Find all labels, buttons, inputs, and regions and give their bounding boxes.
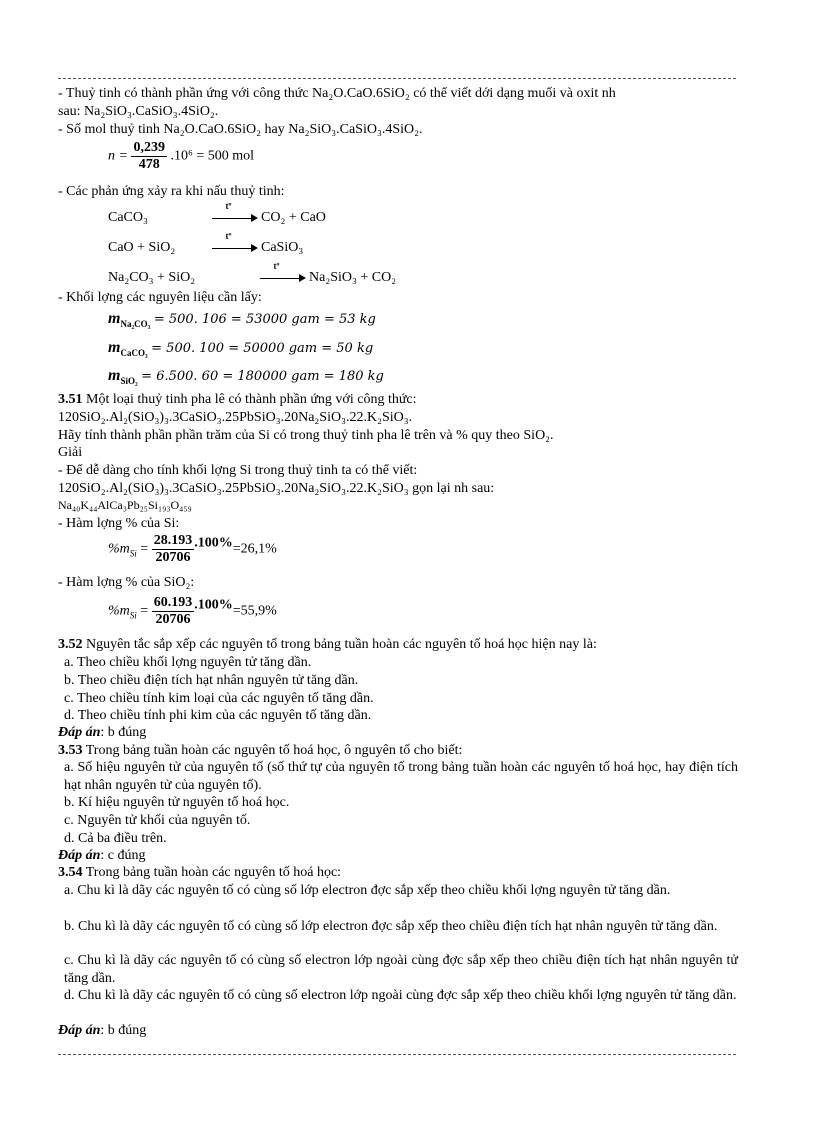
q353-option-d: d. Cả ba điều trên.: [64, 831, 167, 846]
question-3-51: 3.51 Một loại thuỷ tinh pha lê có thành phần ứng với công thức:: [58, 392, 417, 407]
q351-compact-formula: Na₄₀K₄₄AlCa₃Pb₂₅Si₁₉₃O₄₅₉: [58, 498, 192, 512]
eq-lhs: n =: [108, 148, 128, 164]
reaction-3-left: Na₂CO₃ + SiO₂: [108, 270, 196, 285]
question-3-54: 3.54 Trong bảng tuần hoàn các nguyên tố hoá học:: [58, 865, 342, 880]
reaction-2-right: CaSiO₃: [261, 240, 304, 255]
paragraph-glass-formula: - Thuỷ tinh có thành phần ứng với công thức Na₂O.CaO.6SiO₂ có thể viết dới dạng muối và oxit nh: [58, 86, 616, 101]
reaction-3: [108, 260, 397, 286]
heat-arrow-icon: tº: [212, 241, 258, 255]
eq-fraction: [131, 140, 167, 173]
q352-answer: Đáp án: b đúng: [58, 725, 147, 740]
reaction-1-left: CaCO₃: [108, 210, 148, 225]
question-3-52: 3.52 Nguyên tắc sắp xếp các nguyên tố trong bảng tuần hoàn các nguyên tố hoá học hiện nay là:: [58, 637, 597, 652]
q351-task: Hãy tính thành phần phần trăm của Si có trong thuỷ tinh pha lê trên và % quy theo SiO₂.: [58, 428, 554, 443]
mass-caco3: $m_{CaCO_3} = 500$. 100 = 50000 gam = 50 kg: [108, 339, 374, 358]
percent-sio2: $\%m_{Si}$ = $\frac{60.193}{20706}$ .100%=55,9%: [108, 595, 277, 627]
equation-mol: [108, 140, 254, 173]
top-rule: [58, 78, 736, 79]
q351-sio2-content: - Hàm lợng % của SiO₂:: [58, 575, 195, 590]
q354-option-b: b. Chu kì là dãy các nguyên tố có cùng số lớp electron đợc sắp xếp theo chiều điện tích hạt nhân nguyên tử tăng dần.: [64, 919, 718, 934]
q352-option-d: d. Theo chiều tính phi kim của các nguyên tố tăng dần.: [64, 708, 372, 723]
q352-option-b: b. Theo chiều điện tích hạt nhân nguyên tử tăng dần.: [64, 673, 359, 688]
mass-sio2: $m_{SiO_2} = 6.500$. 60 = 180000 gam = 180 kg: [108, 367, 384, 386]
q353-option-c: c. Nguyên tử khối của nguyên tố.: [64, 813, 251, 828]
paragraph-reactions: - Các phản ứng xảy ra khi nấu thuỷ tinh:: [58, 184, 285, 199]
q351-si-content: - Hàm lợng % của Si:: [58, 516, 180, 531]
reaction-2-left: CaO + SiO₂: [108, 240, 176, 255]
heat-arrow-icon: tº: [260, 271, 306, 285]
eq-numerator: 0,239: [133, 140, 165, 155]
paragraph-glass-formula-cont: sau: Na₂SiO₃.CaSiO₃.4SiO₂.: [58, 104, 219, 119]
q354-option-c: c. Chu kì là dãy các nguyên tố có cùng số electron lớp ngoài cùng đợc sắp xếp theo chiều điện tích hạt nhân nguyên tử tăng dần.: [64, 953, 738, 986]
q351-solution-label: Giải: [58, 445, 83, 460]
eq-denominator: 478: [138, 157, 160, 172]
heat-arrow-icon: tº: [212, 211, 258, 225]
paragraph-mass: - Khối lợng các nguyên liệu cần lấy:: [58, 290, 262, 305]
percent-si: $\%m_{Si}$ = $\frac{28.193}{20706}$ .100%=26,1%: [108, 533, 277, 565]
q353-answer: Đáp án: c đúng: [58, 848, 146, 863]
q351-step: - Để dễ dàng cho tính khối lợng Si trong thuỷ tinh ta có thể viết:: [58, 463, 418, 478]
question-3-53: 3.53 Trong bảng tuần hoàn các nguyên tố hoá học, ô nguyên tố cho biết:: [58, 743, 463, 758]
q353-option-a: a. Số hiệu nguyên tử của nguyên tố (số thứ tự của nguyên tố trong bảng tuần hoàn các nguyên tố hoá học, hay điện tích hạt nhân nguyên tử của nguyên tố).: [64, 760, 738, 793]
paragraph-mol-count: - Số mol thuỷ tinh Na₂O.CaO.6SiO₂ hay Na₂SiO₃.CaSiO₃.4SiO₂.: [58, 122, 423, 137]
q353-option-b: b. Kí hiệu nguyên tử nguyên tố hoá học.: [64, 795, 290, 810]
eq-rhs: .10⁶ = 500 mol: [170, 148, 255, 164]
q354-answer: Đáp án: b đúng: [58, 1023, 147, 1038]
q352-option-c: c. Theo chiều tính kim loại của các nguyên tố tăng dần.: [64, 691, 374, 706]
reaction-1: [108, 200, 326, 226]
q351-formula-2: 120SiO₂.Al₂(SiO₃)₃.3CaSiO₃.25PbSiO₃.20Na₂SiO₃.22.K₂SiO₃ gọn lại nh sau:: [58, 481, 495, 496]
q354-option-a: a. Chu kì là dãy các nguyên tố có cùng số lớp electron đợc sắp xếp theo chiều khối lợng nguyên tử tăng dần.: [64, 883, 671, 898]
q352-option-a: a. Theo chiều khối lợng nguyên tử tăng dần.: [64, 655, 312, 670]
mass-na2co3: $m_{Na_2CO_3} = 500$. 106 = 53000 gam = 53 kg: [108, 310, 376, 329]
bottom-rule: [58, 1054, 736, 1055]
q354-option-d: d. Chu kì là dãy các nguyên tố có cùng số electron lớp ngoài cùng đợc sắp xếp theo chiều khối lợng nguyên tử tăng dần.: [64, 988, 737, 1003]
reaction-1-right: CO₂ + CaO: [261, 210, 326, 225]
reaction-3-right: Na₂SiO₃ + CO₂: [309, 270, 397, 285]
reaction-2: [108, 230, 304, 256]
q351-formula: 120SiO₂.Al₂(SiO₃)₃.3CaSiO₃.25PbSiO₃.20Na₂SiO₃.22.K₂SiO₃.: [58, 410, 413, 425]
